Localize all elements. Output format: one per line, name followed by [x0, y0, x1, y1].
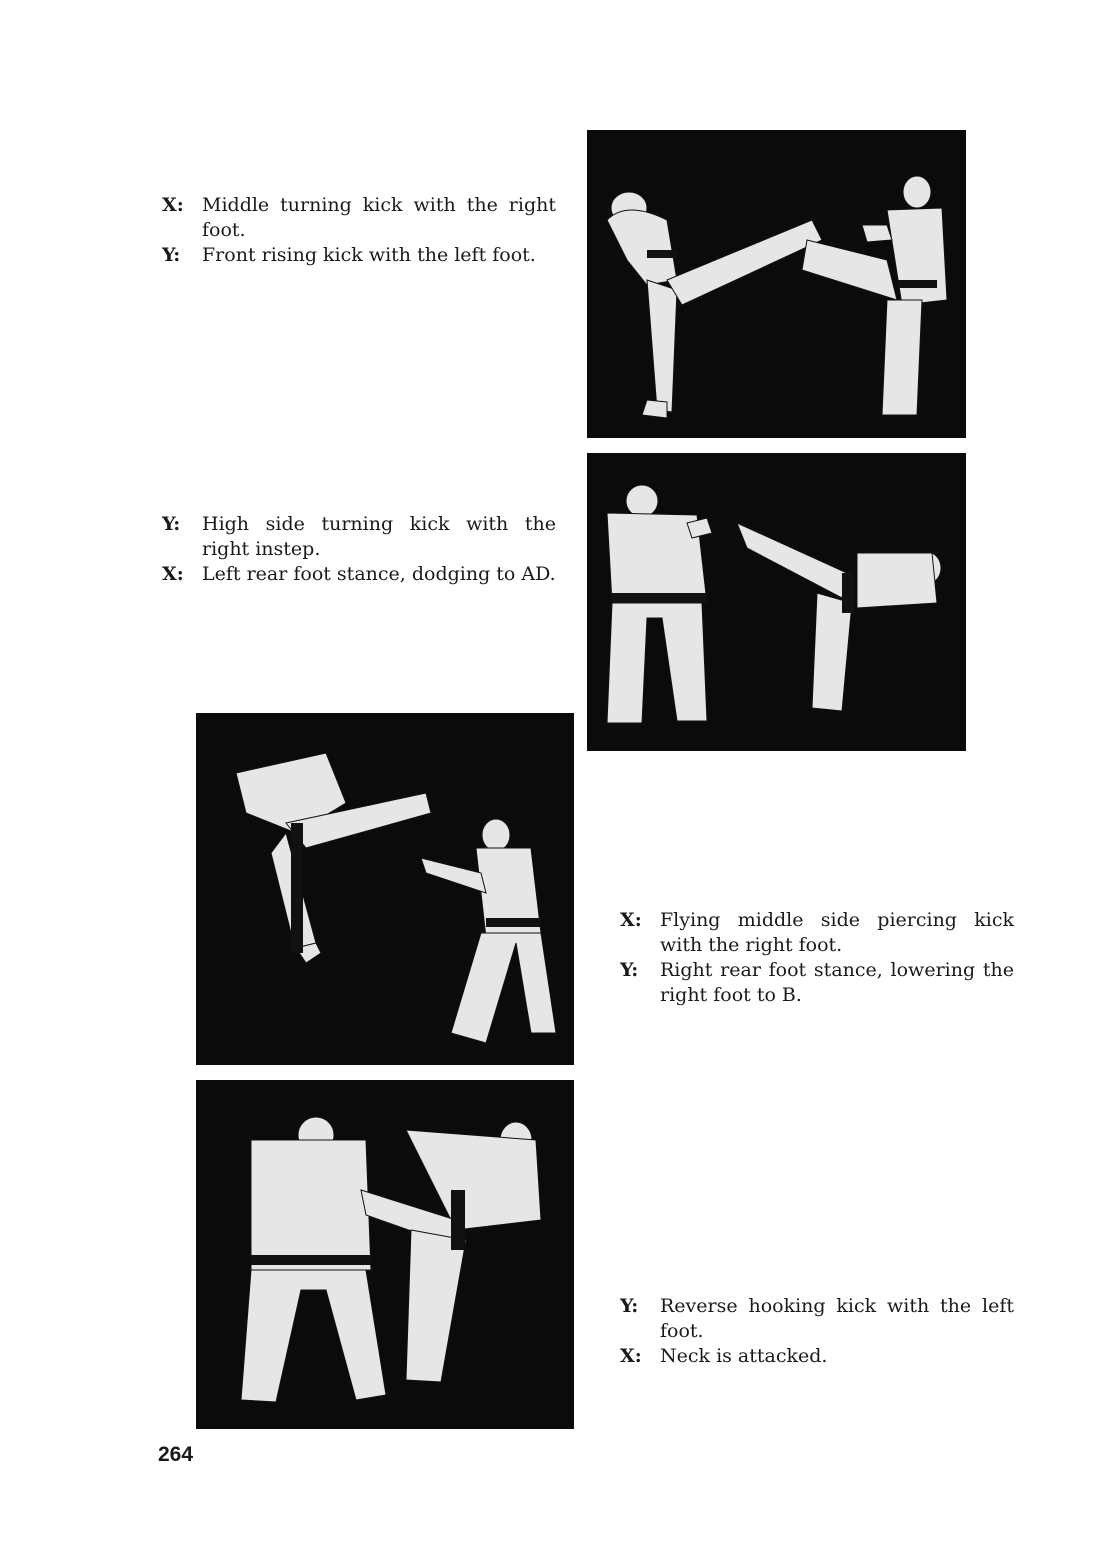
caption-line	[620, 958, 1014, 1008]
caption-line	[162, 512, 556, 562]
caption-line	[162, 562, 556, 587]
caption-block-4	[620, 1294, 1014, 1369]
caption-block-2	[162, 512, 556, 587]
photo-side-turning-kick	[587, 453, 966, 751]
speaker-label: X:	[162, 563, 184, 585]
caption-text: Flying middle side piercing kick with the right foot.	[660, 909, 1014, 956]
speaker-label: Y:	[162, 513, 181, 535]
caption-line	[162, 243, 556, 268]
photo-reverse-hooking-kick	[196, 1080, 574, 1429]
caption-text: Front rising kick with the left foot.	[202, 244, 536, 266]
caption-text: Left rear foot stance, dodging to AD.	[202, 563, 556, 585]
caption-text: Reverse hooking kick with the left foot.	[660, 1295, 1014, 1342]
caption-text: Right rear foot stance, lowering the right foot to B.	[660, 959, 1014, 1006]
caption-block-1	[162, 193, 556, 268]
caption-line	[620, 1344, 1014, 1369]
speaker-label: Y:	[620, 1295, 639, 1317]
fighters-illustration	[196, 713, 574, 1065]
page-number: 264	[158, 1443, 194, 1466]
photo-turning-kick	[587, 130, 966, 438]
fighters-illustration	[587, 453, 966, 751]
caption-text: Neck is attacked.	[660, 1345, 828, 1367]
speaker-label: X:	[162, 194, 184, 216]
fighters-illustration	[587, 130, 966, 438]
fighters-illustration	[196, 1080, 574, 1429]
caption-block-3	[620, 908, 1014, 1008]
speaker-label: X:	[620, 1345, 642, 1367]
caption-text: High side turning kick with the right instep.	[202, 513, 556, 560]
speaker-label: Y:	[620, 959, 639, 981]
caption-line	[620, 1294, 1014, 1344]
caption-line	[162, 193, 556, 243]
speaker-label: X:	[620, 909, 642, 931]
speaker-label: Y:	[162, 244, 181, 266]
caption-line	[620, 908, 1014, 958]
caption-text: Middle turning kick with the right foot.	[202, 194, 556, 241]
photo-flying-side-kick	[196, 713, 574, 1065]
